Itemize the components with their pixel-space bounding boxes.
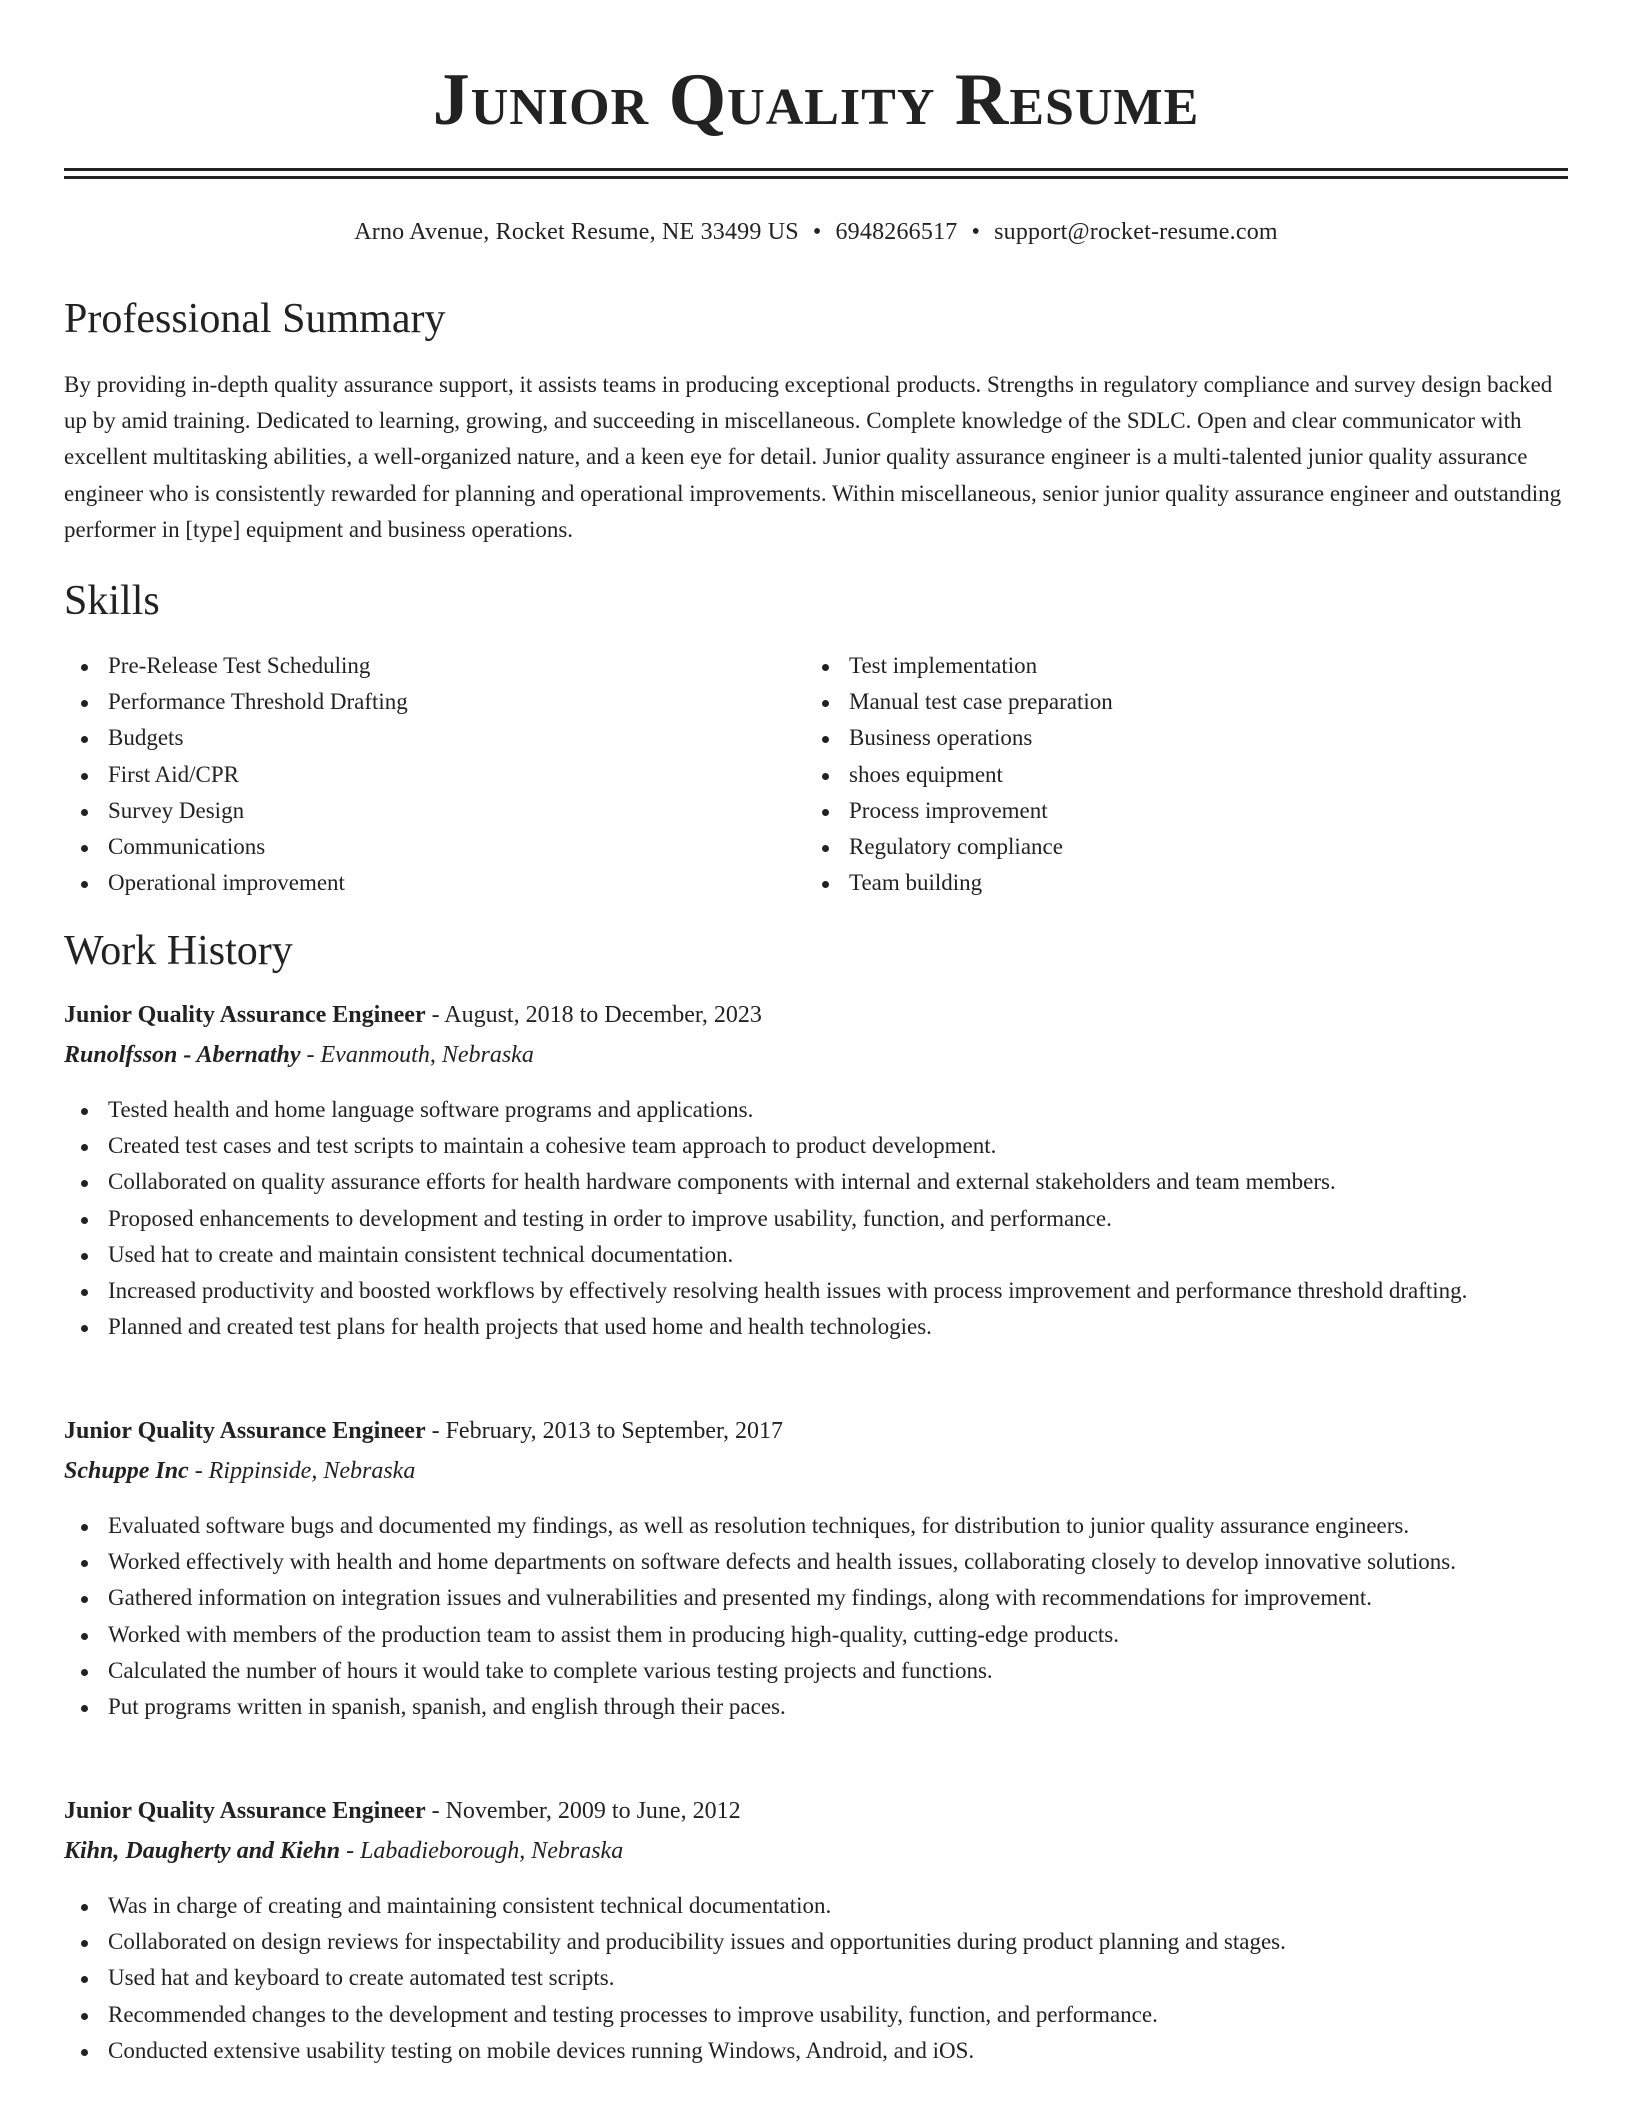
resume-title: Junior Quality Resume xyxy=(432,59,1200,141)
title-divider-bottom xyxy=(64,176,1568,179)
job-dates: - August, 2018 to December, 2023 xyxy=(431,1002,762,1028)
resume-page xyxy=(64,0,1568,2063)
skill-item: Budgets xyxy=(64,720,784,756)
skill-item: Communications xyxy=(64,829,784,865)
job-heading xyxy=(64,999,762,1031)
skill-item: shoes equipment xyxy=(805,757,1525,793)
skill-item: Operational improvement xyxy=(64,865,784,901)
job-bullet: Collaborated on design reviews for inspectability and producibility issues and opportunities during product planning and stages. xyxy=(64,1924,1568,1960)
skill-item: Manual test case preparation xyxy=(805,684,1525,720)
contact-phone: 6948266517 xyxy=(835,219,958,245)
job-bullet: Tested health and home language software programs and applications. xyxy=(64,1092,1568,1128)
job-location: - Labadieborough, Nebraska xyxy=(346,1838,624,1864)
job-bullet: Recommended changes to the development and testing processes to improve usability, function, and performance. xyxy=(64,1997,1568,2033)
job-bullet: Proposed enhancements to development and testing in order to improve usability, function, and performance. xyxy=(64,1201,1568,1237)
skills-list-left xyxy=(64,648,784,901)
job-dates: - November, 2009 to June, 2012 xyxy=(431,1798,741,1824)
skill-item: Business operations xyxy=(805,720,1525,756)
job-bullet: Worked with members of the production team to assist them in producing high-quality, cutting-edge products. xyxy=(64,1617,1568,1653)
job-bullet: Worked effectively with health and home departments on software defects and health issues, collaborating closely to develop innovative solutions. xyxy=(64,1544,1568,1580)
job-bullet: Increased productivity and boosted workflows by effectively resolving health issues with process improvement and performance threshold drafting. xyxy=(64,1273,1568,1309)
job-dates: - February, 2013 to September, 2017 xyxy=(431,1418,784,1444)
job-bullet: Put programs written in spanish, spanish, and english through their paces. xyxy=(64,1689,1568,1725)
skill-item: Process improvement xyxy=(805,793,1525,829)
skill-item: Team building xyxy=(805,865,1525,901)
job-bullet: Was in charge of creating and maintaining consistent technical documentation. xyxy=(64,1888,1568,1924)
job-bullets xyxy=(64,1508,1568,1725)
job-bullets xyxy=(64,1888,1568,2069)
job-bullet: Used hat and keyboard to create automated test scripts. xyxy=(64,1960,1568,1996)
contact-email: support@rocket-resume.com xyxy=(994,219,1278,245)
job-company-line xyxy=(64,1455,415,1487)
job-company: Runolfsson - Abernathy xyxy=(64,1042,301,1068)
summary-heading: Professional Summary xyxy=(64,296,446,342)
job-company-line xyxy=(64,1039,534,1071)
skill-item: First Aid/CPR xyxy=(64,757,784,793)
summary-text: By providing in-depth quality assurance support, it assists teams in producing exceptional products. Strengths in regulatory compliance and survey design backed up by amid training. Dedicated to learning, growing, and succeeding in miscellaneous. Complete knowledge of the SDLC. Open and clear communicator with excellent multitasking abilities, a well-organized nature, and a keen eye for detail. Junior quality assurance engineer is a multi-talented junior quality assurance engineer who is consistently rewarded for planning and operational improvements. Within miscellaneous, senior junior quality assurance engineer and outstanding performer in [type] equipment and business operations. xyxy=(64,372,1562,542)
skills-heading: Skills xyxy=(64,578,160,624)
job-title: Junior Quality Assurance Engineer xyxy=(64,1798,426,1824)
job-location: - Rippinside, Nebraska xyxy=(194,1458,416,1484)
job-company-line xyxy=(64,1835,623,1867)
skill-item: Regulatory compliance xyxy=(805,829,1525,865)
skill-item: Survey Design xyxy=(64,793,784,829)
job-location: - Evanmouth, Nebraska xyxy=(306,1042,534,1068)
job-heading xyxy=(64,1795,741,1827)
skill-item: Pre-Release Test Scheduling xyxy=(64,648,784,684)
job-bullet: Collaborated on quality assurance efforts for health hardware components with internal and external stakeholders and team members. xyxy=(64,1164,1568,1200)
job-heading xyxy=(64,1415,783,1447)
title-divider-top xyxy=(64,168,1568,171)
job-bullet: Evaluated software bugs and documented my findings, as well as resolution techniques, for distribution to junior quality assurance engineers. xyxy=(64,1508,1568,1544)
job-title: Junior Quality Assurance Engineer xyxy=(64,1002,426,1028)
job-title: Junior Quality Assurance Engineer xyxy=(64,1418,426,1444)
job-bullet: Conducted extensive usability testing on mobile devices running Windows, Android, and iOS. xyxy=(64,2033,1568,2069)
job-bullet: Used hat to create and maintain consistent technical documentation. xyxy=(64,1237,1568,1273)
job-bullet: Gathered information on integration issues and vulnerabilities and presented my findings, along with recommendations for improvement. xyxy=(64,1580,1568,1616)
work-history-heading: Work History xyxy=(64,928,293,974)
job-bullet: Planned and created test plans for health projects that used home and health technologies. xyxy=(64,1309,1568,1345)
job-bullets xyxy=(64,1092,1568,1345)
job-company: Schuppe Inc xyxy=(64,1458,189,1484)
job-bullet: Created test cases and test scripts to maintain a cohesive team approach to product development. xyxy=(64,1128,1568,1164)
contact-address: Arno Avenue, Rocket Resume, NE 33499 US xyxy=(354,219,799,245)
job-company: Kihn, Daugherty and Kiehn xyxy=(64,1838,341,1864)
skills-list-right xyxy=(805,648,1525,901)
skill-item: Test implementation xyxy=(805,648,1525,684)
contact-separator: • xyxy=(971,219,981,245)
job-bullet: Calculated the number of hours it would take to complete various testing projects and functions. xyxy=(64,1653,1568,1689)
contact-line xyxy=(64,216,1568,248)
skill-item: Performance Threshold Drafting xyxy=(64,684,784,720)
contact-separator: • xyxy=(812,219,822,245)
